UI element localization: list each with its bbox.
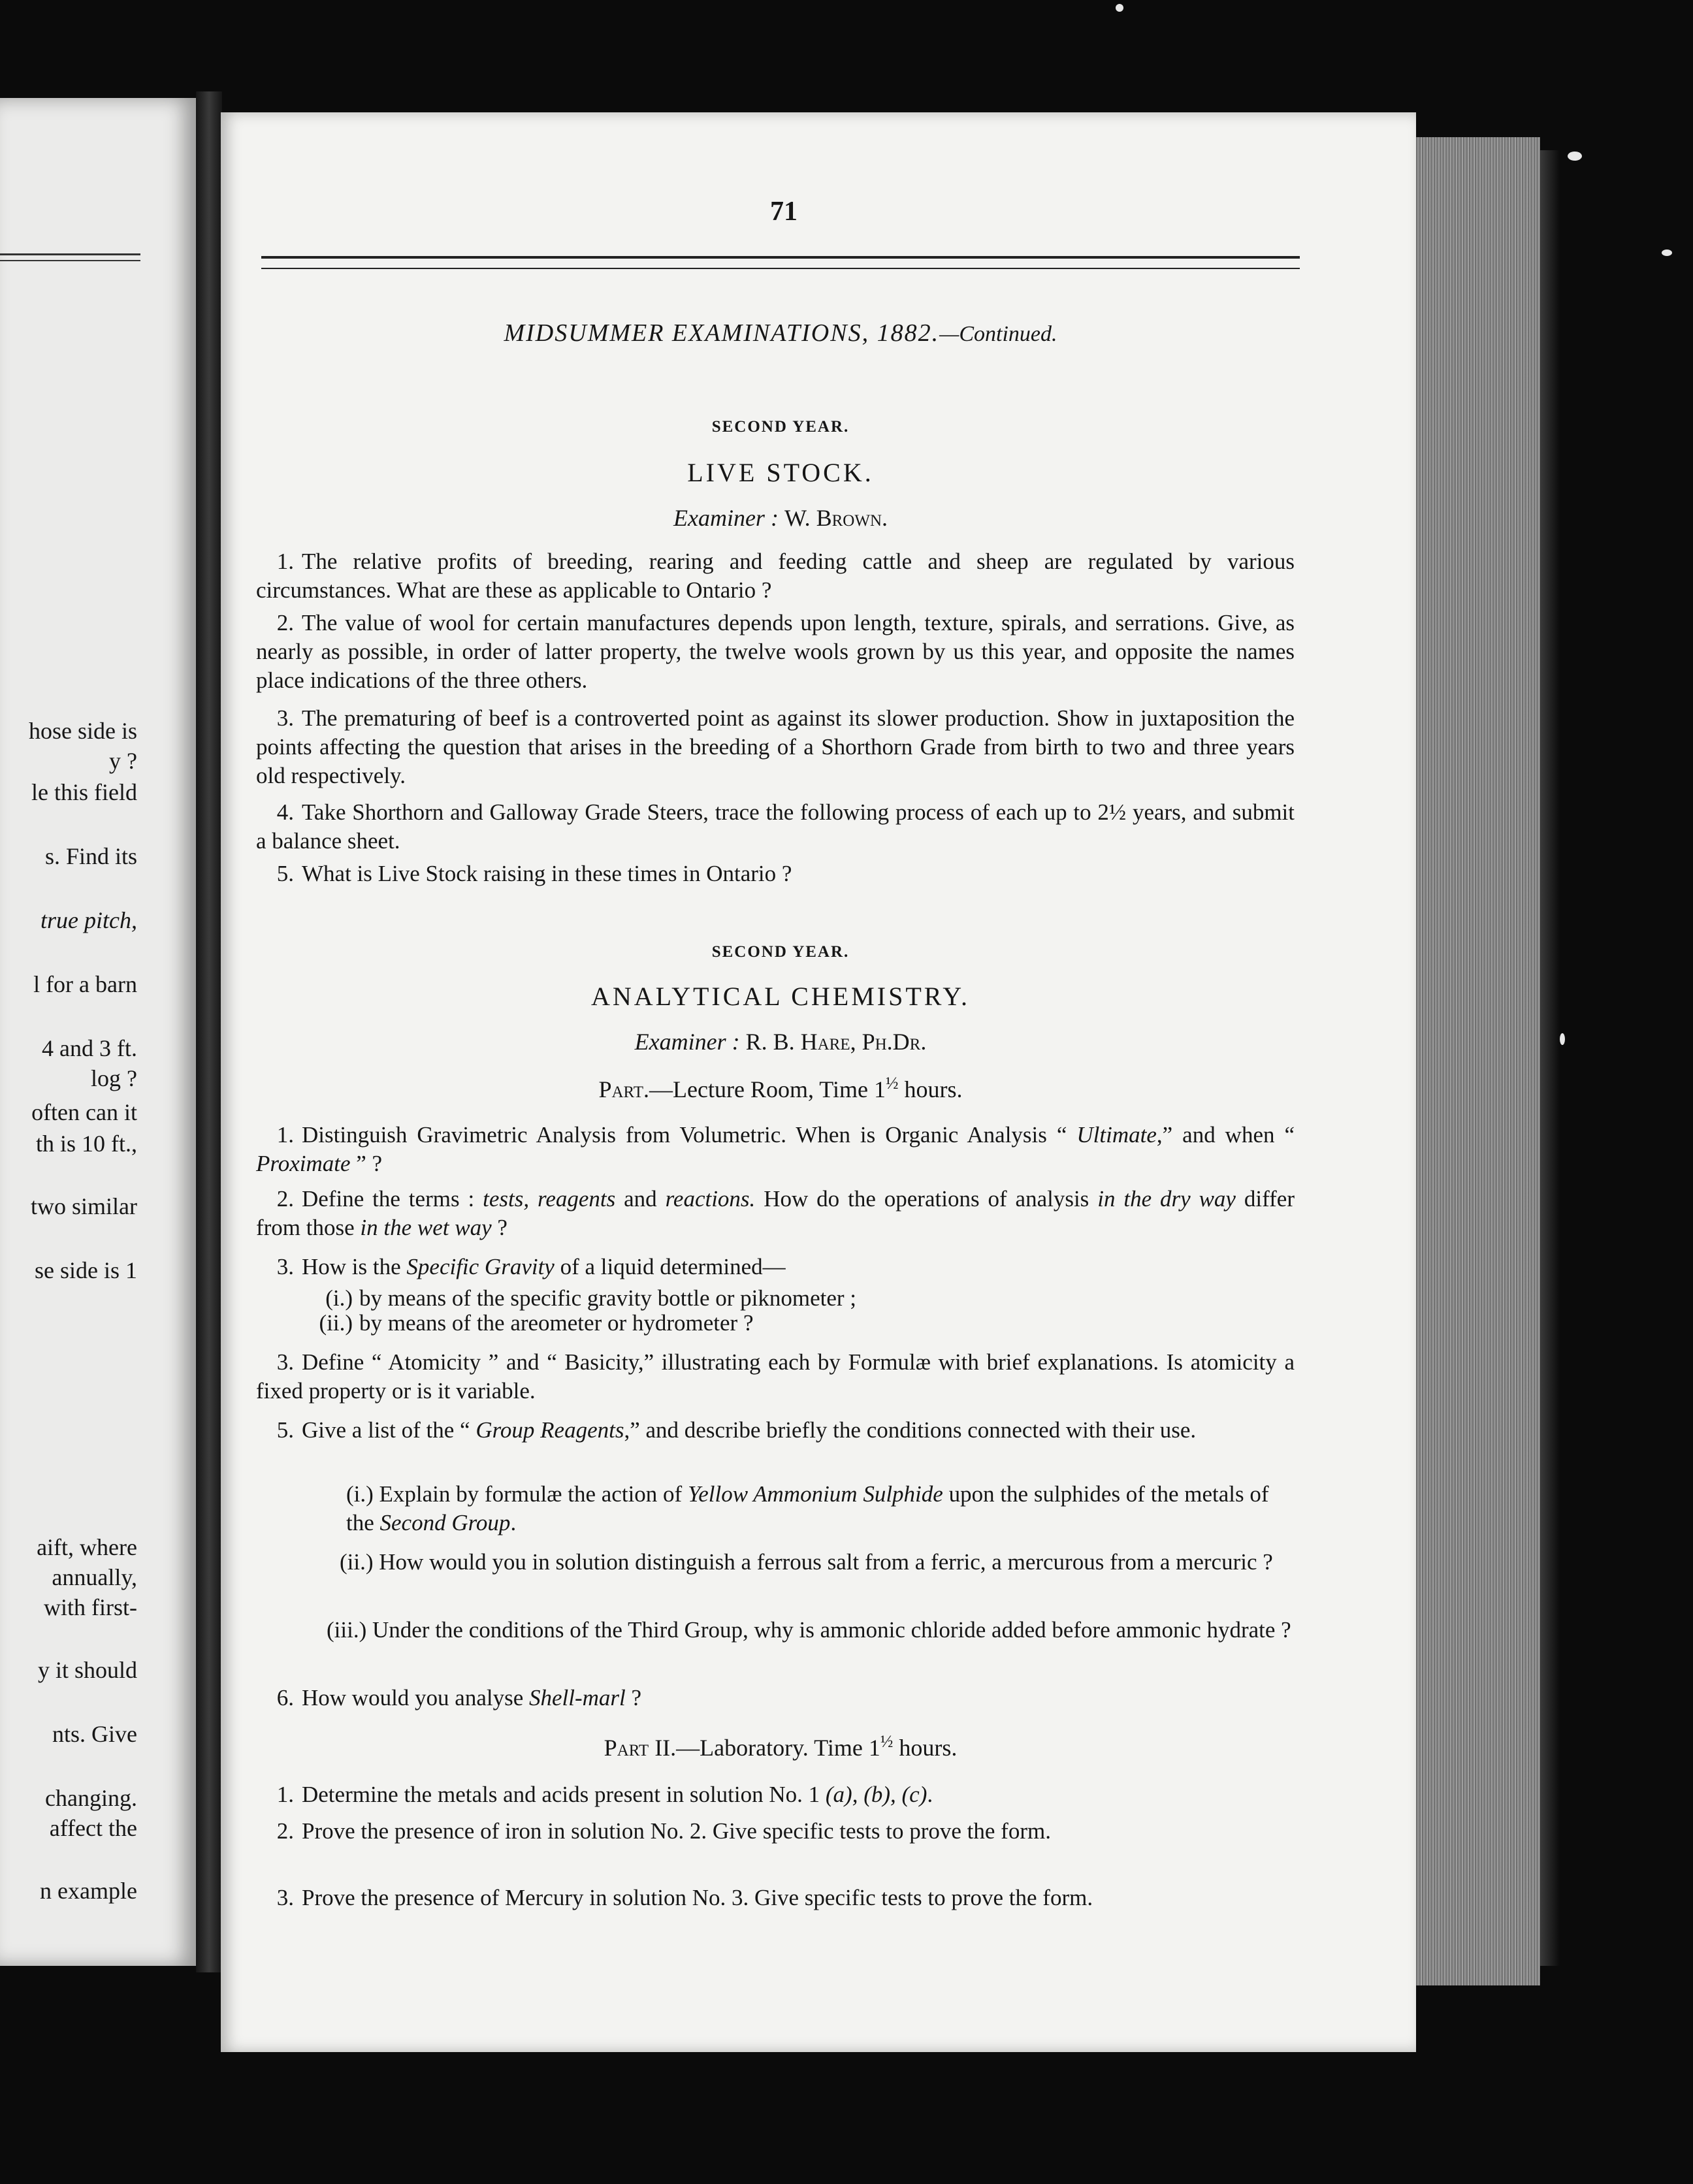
book-gutter [196,91,222,1972]
year-label: SECOND YEAR. [711,418,850,436]
question [256,1817,1295,1846]
dust-speck [1662,249,1672,256]
dust-speck [1568,152,1582,161]
question-text: Give a list of the “ [302,1417,476,1443]
question-text: How would you analyse [302,1685,530,1710]
left-page-fragment: s. Find its [44,843,137,869]
sub-question-number: (i.) [346,1481,374,1507]
question-text: Determine the metals and acids present in solution No. 1 [302,1782,826,1807]
part-text-end: hours. [893,1735,958,1761]
left-page-fragment: with first- [44,1594,137,1620]
examiner-name: R. B. Hare, Ph.Dr. [745,1029,927,1055]
sub-question-number: (ii.) [340,1549,374,1575]
left-page-fragment: th is 10 ft., [35,1131,137,1157]
question [256,1884,1295,1912]
part-label: Part II. [604,1735,677,1761]
question-text: of a liquid determined— [554,1254,786,1279]
question-text: . [927,1782,933,1807]
part-fraction: ½ [880,1732,894,1751]
question-number: 1. [276,1782,294,1807]
section-title: LIVE STOCK. [687,458,874,487]
question [256,1416,1295,1445]
running-head-title: MIDSUMMER EXAMINATIONS, 1882. [504,319,940,347]
question [256,1185,1295,1242]
left-page-fragment: hose side is [29,718,137,744]
left-page-fragment: often can it [31,1099,137,1125]
year-label: SECOND YEAR. [711,943,850,961]
question-text: and [615,1186,666,1212]
question-italic: (a), (b), (c) [825,1782,927,1807]
question-number: 3. [276,1349,294,1375]
question [256,1684,1295,1712]
question-italic: tests, reagents [483,1186,616,1212]
question-number: 3. [276,1885,294,1910]
sub-question-text: . [510,1510,517,1535]
sub-question [340,1548,1293,1577]
question [256,547,1295,605]
sub-question-number: (iii.) [327,1617,367,1643]
section-title: ANALYTICAL CHEMISTRY. [590,982,970,1011]
question-number: 5. [276,1417,294,1443]
question [256,609,1295,695]
question-text: Prove the presence of iron in solution No. 2. Give specific tests to prove the form. [302,1818,1051,1844]
question-text: ? [625,1685,642,1710]
sub-question-text: How would you in solution distinguish a ferrous salt from a ferric, a mercurous from a mercuric ? [379,1549,1273,1575]
left-page-fragment: le this field [31,779,137,805]
question-text: Define “ Atomicity ” and “ Basicity,” illustrating each by Formulæ with brief explanations. Is atomicity a fixed property or is it variable. [256,1349,1295,1404]
question-number: 1. [276,549,294,574]
question [256,859,1295,888]
question-text: The relative profits of breeding, rearing and feeding cattle and sheep are regulated by various circumstances. What are these as applicable to Ontario ? [256,549,1295,603]
question [256,704,1295,790]
question-italic: Proximate [256,1151,351,1176]
page-edges [1416,137,1540,1985]
page-edge-shadow [1540,150,1560,1966]
question-text: ? [491,1215,508,1240]
sub-question-italic: Second Group [379,1510,511,1535]
examiner-label: Examiner : [673,505,779,531]
question [256,1121,1295,1178]
question-text: Prove the presence of Mercury in solution No. 3. Give specific tests to prove the form. [302,1885,1093,1910]
sub-question-number: (ii.) [319,1310,353,1336]
header-rule-thin [261,268,1300,269]
question-italic: in the dry way [1097,1186,1236,1212]
part-text-end: hours. [898,1076,963,1102]
left-page-rule [0,253,140,255]
question [256,798,1295,856]
question-number: 2. [276,610,294,635]
question-italic: Group Reagents [476,1417,624,1443]
sub-question [327,1616,1293,1645]
question-text: What is Live Stock raising in these times in Ontario ? [302,861,792,886]
question-text: The prematuring of beef is a controverted point as against its slower production. Show in juxtaposition the points affecting the question that arises in the breeding of a Shorthorn Grade from birth to two and three years old respectively. [256,705,1295,788]
question-text: Take Shorthorn and Galloway Grade Steers, trace the following process of each up to 2½ years, and submit a balance sheet. [256,799,1295,854]
sub-question [346,1480,1293,1537]
question-number: 3. [276,1254,294,1279]
header-rule [261,256,1300,259]
part-heading [261,1732,1300,1761]
question-number: 1. [276,1122,294,1148]
left-page-fragment: aift, where [37,1534,137,1560]
part-label: Part. [598,1076,650,1102]
left-page-fragment: affect the [49,1815,137,1841]
sub-question-text: by means of the specific gravity bottle or piknometer ; [359,1285,857,1311]
part-text: —Lecture Room, Time 1 [649,1076,886,1102]
question [256,1348,1295,1405]
question-number: 2. [276,1186,294,1212]
examiner-line [261,1028,1300,1055]
sub-question-text: Under the conditions of the Third Group, why is ammonic chloride added before ammonic hydrate ? [372,1617,1291,1643]
question-text: The value of wool for certain manufactures depends upon length, texture, spirals, and serrations. Give, as nearly as possible, in order of latter property, the twelve wools grown by us this year, and opposite the names place indications of the three others. [256,610,1295,693]
left-page-fragment: true pitch, [40,907,137,933]
running-head-continued: —Continued. [939,322,1057,346]
question-text: How is the [302,1254,407,1279]
question-text: Define the terms : [302,1186,483,1212]
sub-question-text: upon the sulphides of the metals of the [346,1481,1269,1535]
examiner-line [261,504,1300,532]
question-italic: Ultimate [1076,1122,1157,1148]
left-page-fragment: 4 and 3 ft. [42,1035,137,1061]
left-facing-page [0,98,196,1966]
sub-question-text: by means of the areometer or hydrometer ? [359,1310,754,1336]
examiner-name: W. Brown. [784,505,888,531]
sub-question-text: Explain by formulæ the action of [379,1481,688,1507]
question-italic: Specific Gravity [406,1254,555,1279]
examiner-label: Examiner : [634,1029,740,1055]
left-page-fragment: n example [40,1878,137,1904]
question-text: Distinguish Gravimetric Analysis from Volumetric. When is Organic Analysis “ [302,1122,1077,1148]
question-number: 6. [276,1685,294,1710]
running-head [261,319,1300,347]
part-text: —Laboratory. Time 1 [676,1735,880,1761]
question-number: 4. [276,799,294,825]
left-page-fragment: changing. [45,1785,137,1811]
left-page-fragment: annually, [52,1564,137,1590]
question-text: ,” and when “ [1156,1122,1295,1148]
question [256,1780,1295,1809]
left-page-fragment: two similar [31,1193,137,1219]
question-italic: in the wet way [360,1215,492,1240]
question-italic: reactions. [665,1186,756,1212]
page-number: 71 [770,197,798,227]
question-italic: Shell-marl [529,1685,626,1710]
question-number: 3. [276,705,294,731]
left-page-fragment: l for a barn [33,971,137,997]
question [256,1253,1295,1281]
sub-question-italic: Yellow Ammonium Sulphide [687,1481,943,1507]
left-page-fragment: y it should [37,1657,137,1683]
sub-question [281,1309,754,1338]
question-number: 2. [276,1818,294,1844]
left-page-fragment: y ? [109,748,137,774]
left-page-fragment: se side is 1 [35,1257,137,1283]
left-page-fragment: log ? [91,1065,137,1091]
dust-speck [1560,1033,1565,1045]
question-text: ” ? [350,1151,383,1176]
left-page-fragment: nts. Give [52,1721,137,1747]
sub-question-number: (i.) [325,1285,353,1311]
question-text: differ from those [256,1186,1295,1240]
question-number: 5. [276,861,294,886]
question-text: How do the operations of analysis [755,1186,1098,1212]
part-fraction: ½ [886,1074,899,1093]
left-page-rule-thin [0,260,140,261]
dust-speck [1116,4,1123,12]
question-text: ,” and describe briefly the conditions connected with their use. [624,1417,1197,1443]
part-heading [261,1074,1300,1103]
